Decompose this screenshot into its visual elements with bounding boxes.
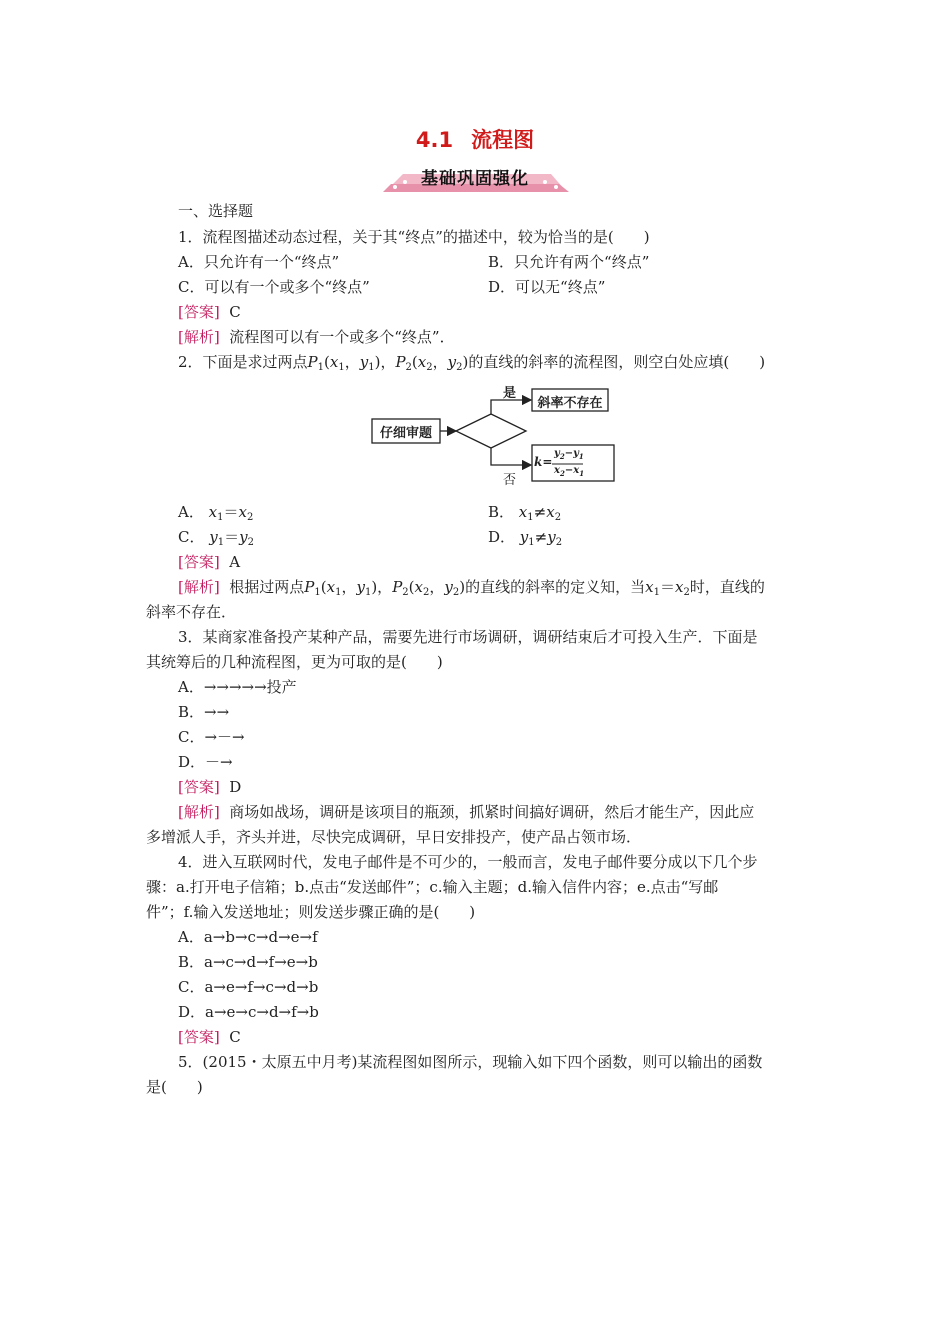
- q2-option-d: D． $y_1\ne y_2$: [488, 528, 563, 548]
- analysis-tag: [解析]: [178, 328, 220, 346]
- q3-analysis-cont: 多增派人手，齐头并进，尽快完成调研，早日安排投产，使产品占领市场．: [146, 828, 642, 846]
- formula-numerator: $y_2-y_1$: [554, 448, 584, 461]
- q1-option-c: C．可以有一个或多个“终点”: [178, 278, 370, 296]
- q4-option-c: C．a→e→f→c→d→b: [178, 978, 319, 996]
- q2-analysis: [解析] 根据过两点$P_1(x_1$，$y_1$)，$P_2(x_2$，$y_2$)的直线的斜率的定义知，当$x_1=x_2$时，直线的: [178, 578, 765, 598]
- q3-option-c: C．→－→: [178, 728, 245, 746]
- formula-k: k=: [534, 455, 553, 469]
- q3-option-a: A．→→→→→投产: [178, 678, 297, 696]
- q2-option-a: A． $x_1=x_2$: [178, 503, 254, 523]
- formula-denominator: $x_2-x_1$: [554, 465, 585, 478]
- q1-answer: [178, 303, 241, 321]
- q4-option-a: A．a→b→c→d→e→f: [178, 928, 318, 946]
- no-label: 否: [503, 473, 517, 488]
- decision-diamond: [456, 414, 526, 448]
- q4-option-d: D．a→e→c→d→f→b: [178, 1003, 319, 1021]
- section-number: 4.1: [415, 128, 454, 152]
- page-title: [0, 124, 950, 154]
- section-title: 流程图: [471, 128, 535, 152]
- q2-option-b: B． $x_1\ne x_2$: [488, 503, 562, 523]
- q5-stem-2: 是( ): [146, 1078, 203, 1096]
- answer-tag: [答案]: [178, 303, 220, 321]
- analysis-text: 流程图可以有一个或多个“终点”．: [229, 328, 455, 346]
- q2-option-c: C． $y_1=y_2$: [178, 528, 254, 548]
- q3-stem-2: 其统筹后的几种流程图，更为可取的是( ): [146, 653, 443, 671]
- q1-option-a: A．只允许有一个“终点”: [178, 253, 340, 271]
- q2-stem: 2．下面是求过两点$P_1(x_1$，$y_1$)，$P_2(x_2$，$y_2$)的直线的斜率的流程图，则空白处应填( ): [178, 353, 766, 373]
- q3-option-d: D．－→: [178, 753, 233, 771]
- yes-box-label: 斜率不存在: [537, 396, 603, 411]
- banner: [381, 160, 569, 194]
- q1-option-d: D．可以无“终点”: [488, 278, 606, 296]
- q1-option-b: B．只允许有两个“终点”: [488, 253, 650, 271]
- banner-text: 基础巩固强化: [421, 169, 529, 189]
- q2-analysis-cont: 斜率不存在．: [146, 603, 237, 621]
- q5-stem-1: 5．(2015・太原五中月考)某流程图如图所示，现输入如下四个函数，则可以输出的函数: [178, 1053, 763, 1071]
- q4-answer: [答案] C: [178, 1028, 241, 1046]
- q3-option-b: B．→→: [178, 703, 230, 721]
- q2-answer: [答案] A: [178, 553, 241, 571]
- yes-label: 是: [503, 386, 517, 401]
- q3-analysis: [解析] 商场如战场，调研是该项目的瓶颈，抓紧时间搞好调研，然后才能生产，因此应: [178, 803, 755, 821]
- q4-stem-1: 4．进入互联网时代，发电子邮件是不可少的，一般而言，发电子邮件要分成以下几个步: [178, 853, 758, 871]
- section-heading: 一、选择题: [178, 202, 254, 220]
- q4-stem-2: 骤：a.打开电子信箱；b.点击“发送邮件”；c.输入主题；d.输入信件内容；e.点击“写邮: [146, 878, 719, 896]
- flowchart-diagram: [370, 378, 620, 488]
- q4-stem-3: 件”；f.输入发送地址；则发送步骤正确的是( ): [146, 903, 476, 921]
- q1-analysis: [178, 328, 455, 346]
- q1-stem: 1．流程图描述动态过程，关于其“终点”的描述中，较为恰当的是( ): [178, 228, 650, 246]
- q4-option-b: B．a→c→d→f→e→b: [178, 953, 318, 971]
- q3-stem-1: 3．某商家准备投产某种产品，需要先进行市场调研，调研结束后才可投入生产．下面是: [178, 628, 758, 646]
- q3-answer: [答案] D: [178, 778, 242, 796]
- start-box-label: 仔细审题: [379, 426, 432, 441]
- answer-value: C: [229, 303, 241, 321]
